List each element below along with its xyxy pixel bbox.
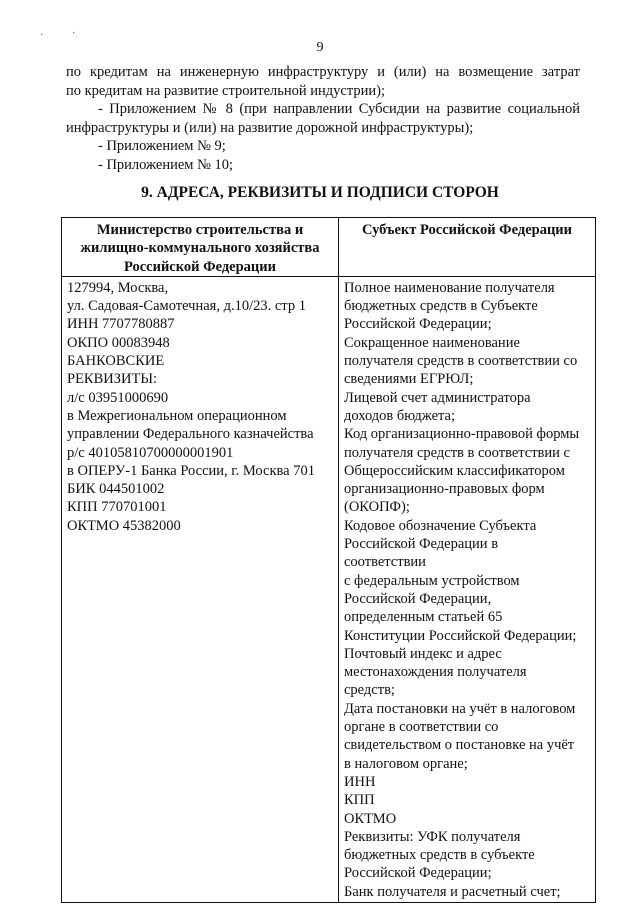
requisite-line: ОКТМО	[344, 810, 397, 827]
requisite-line: 127994, Москва,	[67, 279, 169, 296]
ministry-requisites	[62, 276, 339, 902]
requisite-line: средств;	[344, 682, 395, 699]
requisite-line: Российской Федерации,	[344, 590, 492, 607]
requisite-line: Сокращенное наименование	[344, 334, 520, 351]
requisite-line: бюджетных средств в Субъекте	[344, 298, 538, 315]
section-title: 9. АДРЕСА, РЕКВИЗИТЫ И ПОДПИСИ СТОРОН	[141, 184, 499, 201]
requisite-line: управлении Федерального казначейства	[67, 426, 314, 443]
header-line: жилищно-коммунального хозяйства	[80, 240, 320, 257]
requisite-line: в налоговом органе;	[344, 755, 468, 772]
requisite-line: с федеральным устройством	[344, 572, 520, 589]
scan-speck: ·	[40, 30, 44, 41]
requisite-line: Почтовый индекс и адрес	[344, 645, 502, 662]
header-line: Министерство строительства и	[96, 222, 304, 238]
requisite-line: Кодовое обозначение Субъекта	[344, 517, 537, 534]
requisite-line: БИК 044501002	[67, 481, 165, 498]
header-line: Субъект Российской Федерации	[361, 222, 573, 238]
requisite-line: Банк получателя и расчетный счет;	[344, 883, 561, 900]
requisite-line: доходов бюджета;	[344, 407, 455, 424]
subject-requisites	[339, 276, 596, 902]
requisite-line: Российской Федерации в	[344, 536, 499, 553]
requisite-line: органе в соответствии со	[344, 719, 499, 736]
requisite-line: РЕКВИЗИТЫ:	[67, 371, 158, 388]
requisite-line: р/с 40105810700000001901	[67, 444, 234, 461]
requisite-line: (ОКОПФ);	[344, 499, 410, 516]
requisite-line: л/с 03951000690	[67, 389, 169, 406]
requisite-line: Российской Федерации;	[344, 316, 492, 333]
requisite-line: ИНН 7707780887	[67, 316, 175, 333]
requisite-line: Общероссийским классификатором	[344, 462, 565, 479]
requisite-line: ул. Садовая-Самотечная, д.10/23. стр 1	[67, 298, 306, 315]
table-header-row	[62, 218, 596, 277]
intro-line: - Приложением № 10;	[98, 156, 234, 173]
requisite-line: сведениями ЕГРЮЛ;	[344, 371, 474, 388]
intro-line: - Приложением № 9;	[98, 138, 226, 154]
intro-line: инфраструктуры и (или) на развитие дорожной инфраструктуры);	[66, 119, 474, 136]
table-row	[62, 276, 596, 902]
requisite-line: Лицевой счет администратора	[344, 389, 531, 406]
requisite-line: определенным статьей 65	[344, 609, 503, 626]
requisite-line: Код организационно-правовой формы	[344, 426, 580, 443]
intro-line: по кредитам на развитие строительной индустрии);	[66, 82, 386, 99]
requisite-line: ОКТМО 45382000	[67, 517, 181, 534]
left-party-header	[62, 218, 339, 277]
scan-speck: ·	[72, 28, 76, 39]
requisite-line: Российской Федерации;	[344, 865, 492, 882]
right-party-header	[339, 218, 596, 277]
page-number: 9	[316, 40, 324, 55]
requisite-line: КПП 770701001	[67, 499, 167, 516]
requisite-line: БАНКОВСКИЕ	[67, 353, 165, 370]
requisite-line: бюджетных средств в субъекте	[344, 847, 535, 864]
requisite-line: КПП	[344, 792, 375, 809]
intro-line: по кредитам на инженерную инфраструктуру и (или) на возмещение затрат	[66, 64, 580, 80]
requisite-line: Дата постановки на учёт в налоговом	[344, 700, 576, 717]
requisite-line: местонахождения получателя	[344, 664, 527, 681]
requisites-table	[61, 217, 596, 903]
requisite-line: свидетельством о постановке на учёт	[344, 737, 575, 754]
requisite-line: организационно-правовых форм	[344, 481, 545, 498]
requisite-line: Реквизиты: УФК получателя	[344, 828, 521, 845]
requisite-line: Полное наименование получателя	[344, 279, 555, 296]
requisite-line: в ОПЕРУ-1 Банка России, г. Москва 701	[67, 462, 315, 479]
requisite-line: в Межрегиональном операционном	[67, 407, 287, 424]
requisite-line: получателя средств в соответствии с	[344, 444, 570, 461]
requisite-line: ОКПО 00083948	[67, 334, 170, 351]
requisite-line: получателя средств в соответствии со	[344, 353, 578, 370]
requisite-line: Конституции Российской Федерации;	[344, 627, 577, 644]
intro-text	[66, 63, 580, 174]
intro-line: - Приложением № 8 (при направлении Субсидии на развитие социальной	[98, 101, 580, 117]
requisite-line: ИНН	[344, 773, 376, 790]
requisite-line: соответствии	[344, 554, 426, 571]
header-line: Российской Федерации	[123, 258, 276, 275]
